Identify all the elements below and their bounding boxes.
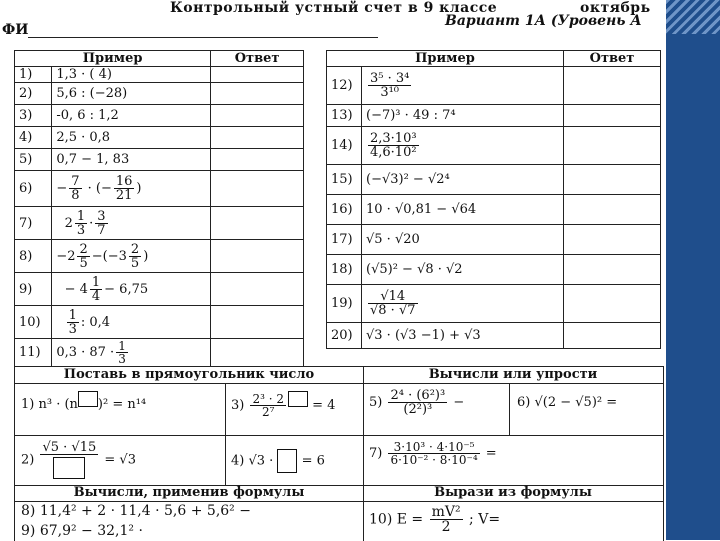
row-number: 5) bbox=[15, 149, 52, 171]
row-number: 9) bbox=[15, 273, 52, 306]
task-text: = √3 bbox=[104, 452, 136, 468]
expression-part: : 0,4 bbox=[80, 314, 111, 330]
expression-part: − 6,75 bbox=[104, 281, 149, 297]
answer-cell bbox=[564, 67, 661, 105]
answer-cell bbox=[211, 240, 304, 273]
exercise-expression: √3 · (√3 −1) + √3 bbox=[362, 323, 564, 349]
answer-cell bbox=[211, 127, 304, 149]
fraction-numerator: 3 bbox=[97, 208, 106, 224]
answer-box bbox=[78, 391, 98, 407]
row-number: 3) bbox=[15, 105, 52, 127]
fraction-denominator: 2 bbox=[441, 519, 451, 535]
whole-part: −2 bbox=[56, 248, 76, 264]
row-number: 17) bbox=[327, 225, 362, 255]
fraction-denominator: 3 bbox=[68, 321, 77, 337]
answer-cell bbox=[211, 273, 304, 306]
task-text: )² = n¹⁴ bbox=[97, 397, 147, 412]
exercise-expression: -0, 6 : 1,2 bbox=[52, 105, 211, 127]
task-text: 1) n³ · (n bbox=[21, 397, 78, 412]
fraction-numerator: 3⁵ · 3⁴ bbox=[370, 71, 410, 86]
exercise-expression bbox=[52, 339, 211, 367]
row-number: 10) bbox=[15, 306, 52, 339]
task-text: = bbox=[485, 446, 497, 461]
expression-part: ) bbox=[143, 248, 149, 264]
exercise-expression bbox=[362, 285, 564, 323]
example-header: Пример bbox=[327, 51, 564, 67]
name-line bbox=[28, 37, 378, 38]
answer-cell bbox=[211, 207, 304, 240]
answer-cell bbox=[211, 83, 304, 105]
answer-cell bbox=[564, 195, 661, 225]
fraction-numerator: 2⁴ · (6²)³ bbox=[390, 388, 446, 403]
answer-cell bbox=[564, 165, 661, 195]
row-number: 19) bbox=[327, 285, 362, 323]
exercise-expression: (−7)³ · 49 : 7⁴ bbox=[362, 105, 564, 127]
fraction-numerator: √5 · √15 bbox=[42, 440, 97, 455]
month-text: октябрь bbox=[580, 0, 651, 16]
task-5 bbox=[369, 389, 464, 416]
answer-box bbox=[277, 449, 297, 473]
fraction-numerator: 2³ · 2 bbox=[252, 392, 285, 406]
answer-cell bbox=[564, 323, 661, 349]
fraction-denominator: 7 bbox=[97, 222, 106, 238]
row-number: 11) bbox=[15, 339, 52, 367]
variant-label: Вариант 1А (Уровень А bbox=[445, 13, 642, 29]
example-header: Пример bbox=[15, 51, 211, 67]
task-text: − bbox=[453, 395, 465, 410]
fraction-denominator: 2⁷ bbox=[262, 405, 275, 419]
task-text: = 4 bbox=[312, 398, 336, 413]
expression-part: −(−3 bbox=[91, 248, 127, 264]
fraction-denominator: 4 bbox=[91, 288, 101, 304]
row-number: 8) bbox=[15, 240, 52, 273]
exercise-expression: √5 · √20 bbox=[362, 225, 564, 255]
task-10 bbox=[369, 505, 500, 534]
whole-part: 2 bbox=[64, 215, 73, 231]
exercise-expression: 2,5 · 0,8 bbox=[52, 127, 211, 149]
fraction-numerator: 1 bbox=[91, 274, 101, 290]
exercise-expression: 1,3 · ( 4) bbox=[52, 67, 211, 83]
name-label: ФИ bbox=[2, 22, 29, 38]
task-text: = 6 bbox=[301, 453, 325, 469]
fraction-denominator: (2²)³ bbox=[403, 402, 433, 417]
answer-header: Ответ bbox=[564, 51, 661, 67]
answer-cell bbox=[211, 67, 304, 83]
answer-cell bbox=[211, 149, 304, 171]
row-number: 18) bbox=[327, 255, 362, 285]
answer-box bbox=[53, 457, 85, 479]
answer-cell bbox=[564, 255, 661, 285]
row-number: 15) bbox=[327, 165, 362, 195]
fraction-denominator: 4,6·10² bbox=[370, 145, 417, 160]
fraction-numerator: 7 bbox=[71, 174, 80, 189]
exercise-expression: 2 $\frac{1}{3}$ · $\frac{3}{7}$ bbox=[52, 207, 211, 240]
fraction-numerator: 1 bbox=[118, 339, 126, 353]
fraction-numerator: √14 bbox=[368, 290, 418, 304]
fraction-denominator: 3 bbox=[118, 352, 126, 366]
exercise-expression bbox=[52, 306, 211, 339]
right-exercises-table bbox=[326, 50, 661, 349]
task-8: 8) 11,4² + 2 · 11,4 · 5,6 + 5,6² − bbox=[21, 503, 251, 519]
task-9: 9) 67,9² − 32,1² · bbox=[21, 523, 143, 539]
fraction-numerator: 16 bbox=[115, 174, 133, 189]
task-text: 10) E = bbox=[369, 511, 424, 528]
answer-cell bbox=[564, 127, 661, 165]
fraction-numerator: 3·10³ · 4·10⁻⁵ bbox=[388, 441, 479, 454]
answer-cell bbox=[564, 105, 661, 127]
exercise-expression: 5,6 : (−28) bbox=[52, 83, 211, 105]
slide-sidebar bbox=[666, 0, 720, 540]
row-number: 4) bbox=[15, 127, 52, 149]
exercise-expression bbox=[362, 127, 564, 165]
fraction-denominator bbox=[40, 455, 98, 479]
fraction-numerator: 2 bbox=[79, 241, 88, 257]
whole-part: − 4 bbox=[64, 281, 88, 297]
row-number: 20) bbox=[327, 323, 362, 349]
fraction-denominator: 3 bbox=[76, 222, 86, 238]
exercise-expression: 0,7 − 1, 83 bbox=[52, 149, 211, 171]
task-1 bbox=[21, 397, 146, 412]
row-number: 13) bbox=[327, 105, 362, 127]
answer-cell bbox=[211, 105, 304, 127]
answer-cell bbox=[211, 339, 304, 367]
section-header-simplify: Вычисли или упрости bbox=[363, 367, 663, 384]
column-divider bbox=[509, 383, 510, 435]
row-number: 16) bbox=[327, 195, 362, 225]
row-number: 14) bbox=[327, 127, 362, 165]
exercise-expression bbox=[52, 240, 211, 273]
column-divider bbox=[363, 367, 364, 541]
fraction-denominator: √8 · √7 bbox=[370, 303, 416, 318]
answer-cell bbox=[211, 306, 304, 339]
exercise-expression: 10 · √0,81 − √64 bbox=[362, 195, 564, 225]
row-number: 2) bbox=[15, 83, 52, 105]
task-label: 7) bbox=[369, 446, 383, 461]
row-number: 6) bbox=[15, 171, 52, 207]
answer-cell bbox=[564, 285, 661, 323]
fraction-numerator: 2 bbox=[130, 241, 140, 257]
task-label: 2) bbox=[21, 452, 35, 468]
task-4 bbox=[231, 449, 325, 473]
section-header-fill-box: Поставь в прямоугольник число bbox=[15, 367, 363, 384]
section-header-express: Вырази из формулы bbox=[363, 485, 663, 502]
fraction-numerator: mV² bbox=[431, 504, 461, 520]
fraction-denominator: 5 bbox=[79, 255, 88, 271]
task-6: 6) √(2 − √5)² = bbox=[517, 395, 618, 410]
task-text: ; V= bbox=[469, 511, 501, 528]
sidebar-stripes bbox=[666, 0, 720, 34]
exercise-expression bbox=[362, 67, 564, 105]
fraction-denominator: 8 bbox=[71, 188, 80, 203]
title-text: Контрольный устный счет в 9 классе bbox=[170, 0, 498, 16]
answer-box bbox=[288, 391, 308, 407]
answer-cell bbox=[564, 225, 661, 255]
bottom-tasks-section bbox=[14, 366, 664, 541]
task-label: 3) bbox=[231, 398, 245, 413]
fraction-denominator: 3¹⁰ bbox=[380, 85, 400, 100]
column-divider bbox=[225, 383, 226, 485]
task-text: 4) √3 · bbox=[231, 453, 274, 469]
row-number: 12) bbox=[327, 67, 362, 105]
answer-header: Ответ bbox=[211, 51, 304, 67]
section-header-formulas: Вычисли, применив формулы bbox=[15, 485, 363, 502]
exercise-expression: (−√3)² − √2⁴ bbox=[362, 165, 564, 195]
row-number: 1) bbox=[15, 67, 52, 83]
fraction-numerator: 2,3·10³ bbox=[370, 131, 417, 146]
expression-part: 0,3 · 87 · bbox=[56, 345, 115, 360]
exercise-expression bbox=[52, 273, 211, 306]
task-2 bbox=[21, 441, 136, 479]
fraction-numerator: 1 bbox=[68, 307, 77, 323]
left-exercises-table bbox=[14, 50, 304, 367]
row-number: 7) bbox=[15, 207, 52, 240]
answer-cell bbox=[211, 171, 304, 207]
fraction-denominator: 5 bbox=[130, 255, 140, 271]
exercise-expression: − $\frac{7}{8}$ · (− $\frac{16}{21}$ ) bbox=[52, 171, 211, 207]
fraction-denominator: 6·10⁻² · 8·10⁻⁴ bbox=[390, 453, 478, 467]
task-7 bbox=[369, 441, 497, 466]
fraction-denominator: 21 bbox=[115, 188, 133, 203]
row-divider bbox=[15, 435, 663, 436]
exercise-expression: (√5)² − √8 · √2 bbox=[362, 255, 564, 285]
fraction-numerator: 1 bbox=[76, 208, 86, 224]
task-label: 5) bbox=[369, 395, 383, 410]
task-3 bbox=[231, 393, 335, 418]
